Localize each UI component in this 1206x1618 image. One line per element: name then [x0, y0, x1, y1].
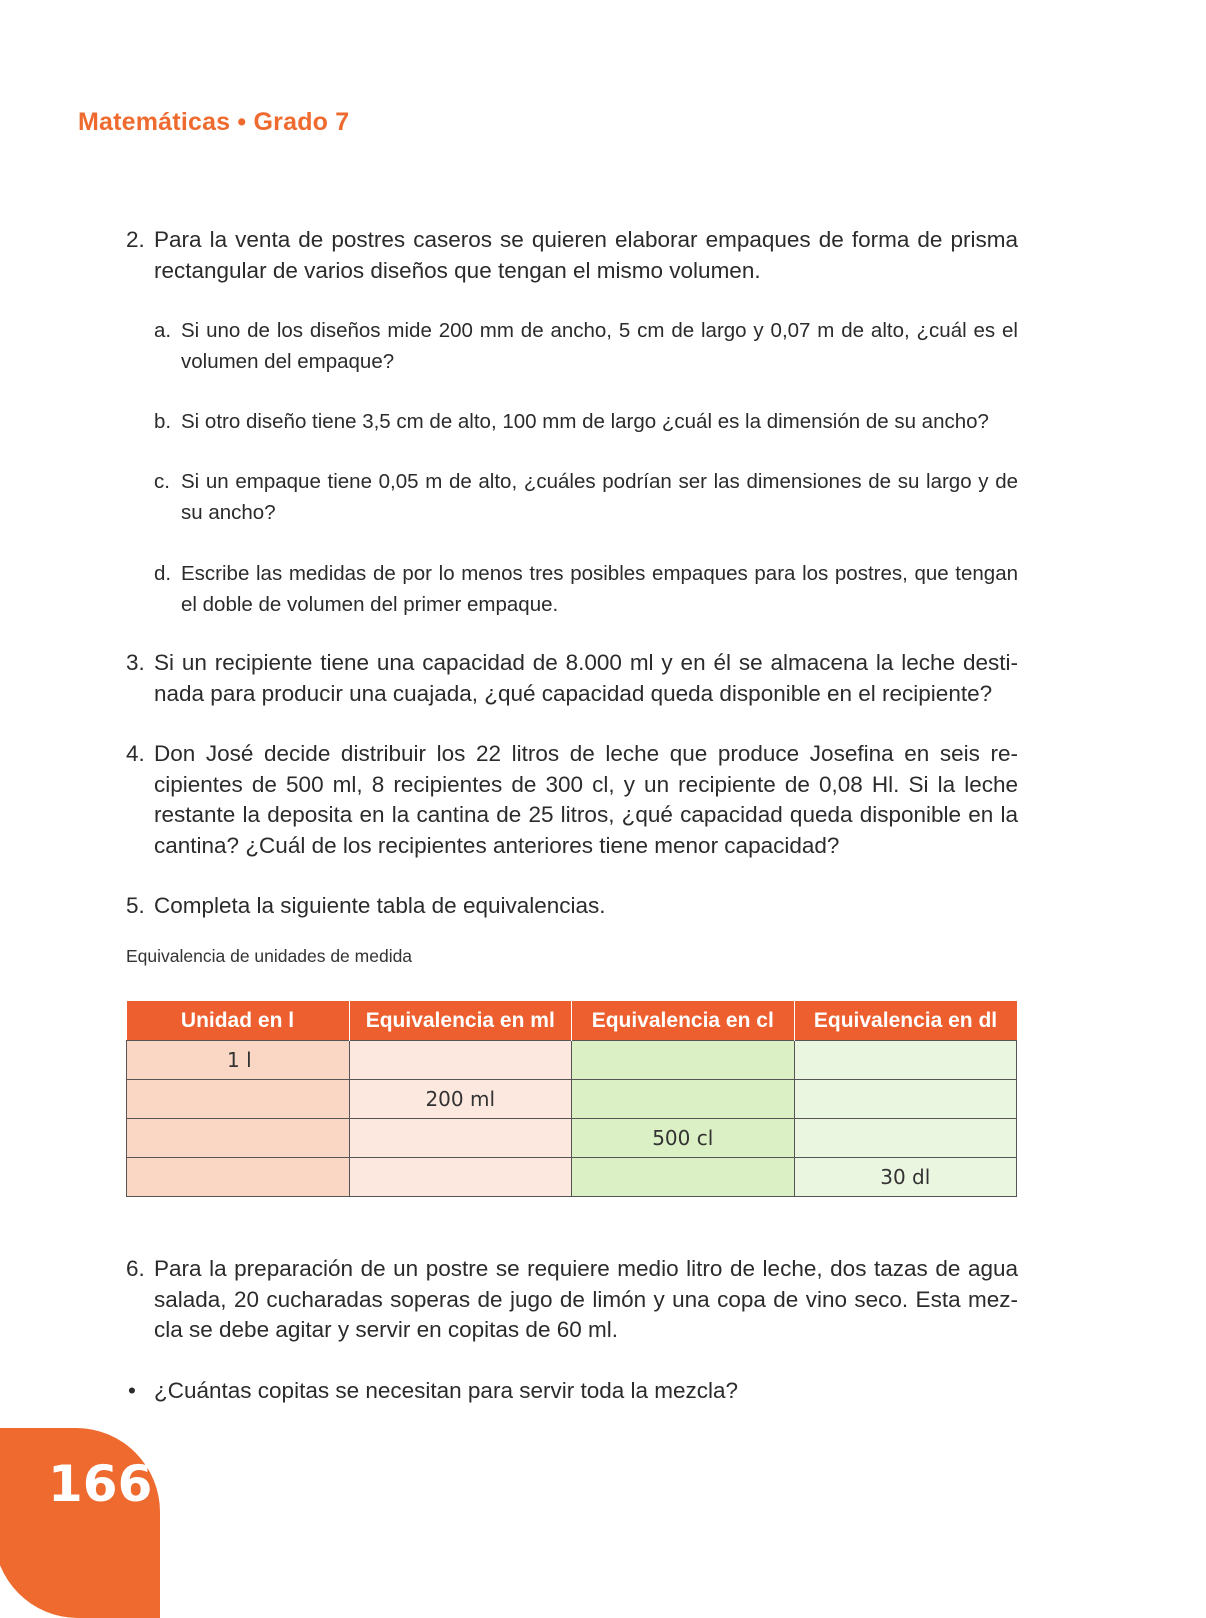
equivalence-table — [126, 1001, 1017, 1197]
problem-3 — [126, 648, 1018, 709]
problem-text: Para la venta de postres caseros se quieren elaborar empaques de forma de prisma rectangular de varios diseños que tengan el mismo volumen. — [154, 227, 1018, 283]
subitem-letter: b. — [154, 410, 172, 433]
bullet-icon: • — [128, 1378, 136, 1403]
table-row — [127, 1158, 1017, 1197]
table-cell — [349, 1119, 572, 1158]
subitem-text: Si otro diseño tiene 3,5 cm de alto, 100 mm de largo ¿cuál es la dimensión de su ancho? — [181, 410, 989, 433]
problem-text: Si un recipiente tiene una capacidad de 8.000 ml y en él se almacena la leche destinada para producir una cuajada, ¿qué capacidad queda disponible en el recipiente? — [154, 650, 1018, 706]
table-cell: 1 l — [127, 1041, 350, 1080]
table-cell — [794, 1080, 1017, 1119]
subitem-text: Escribe las medidas de por lo menos tres posibles empaques para los postres, que tengan el doble de volumen del primer empaque. — [181, 562, 1018, 616]
problem-2a — [154, 316, 1018, 377]
bullet-question — [126, 1376, 1018, 1407]
problem-text: Completa la siguiente tabla de equivalencias. — [154, 893, 606, 918]
table-cell — [794, 1041, 1017, 1080]
problem-5 — [126, 891, 1018, 922]
page-number: 166 — [48, 1455, 153, 1513]
header-dl: Equivalencia en dl — [794, 1001, 1017, 1041]
problem-number: 2. — [126, 227, 145, 252]
table-caption: Equivalencia de unidades de medida — [126, 946, 413, 966]
problem-6 — [126, 1254, 1018, 1346]
table-cell: 30 dl — [794, 1158, 1017, 1197]
problem-text: Para la preparación de un postre se requiere medio litro de leche, dos tazas de agua salada, 20 cucharadas soperas de jugo de limón y una copa de vino seco. Esta mezcla se debe agitar y servir en copitas de 60 ml. — [154, 1256, 1018, 1342]
table-cell — [127, 1158, 350, 1197]
problem-2d — [154, 559, 1018, 620]
page-header: Matemáticas • Grado 7 — [78, 108, 350, 136]
subitem-letter: d. — [154, 562, 172, 585]
subitem-letter: a. — [154, 319, 172, 342]
problem-2 — [126, 225, 1018, 286]
table-cell — [127, 1119, 350, 1158]
problem-number: 4. — [126, 741, 145, 766]
problem-number: 5. — [126, 893, 145, 918]
table-cell — [572, 1041, 795, 1080]
table-row — [127, 1041, 1017, 1080]
problem-2b — [154, 407, 1018, 438]
subitem-letter: c. — [154, 470, 170, 493]
header-liters: Unidad en l — [127, 1001, 350, 1041]
table-cell — [127, 1080, 350, 1119]
subitem-text: Si uno de los diseños mide 200 mm de ancho, 5 cm de largo y 0,07 m de alto, ¿cuál es el volumen del empaque? — [181, 319, 1018, 373]
bullet-text: ¿Cuántas copitas se necesitan para servir toda la mezcla? — [154, 1378, 739, 1403]
problem-number: 6. — [126, 1256, 145, 1281]
problem-2c — [154, 467, 1018, 528]
table-cell — [349, 1041, 572, 1080]
table-header-row — [127, 1001, 1017, 1041]
problem-text: Don José decide distribuir los 22 litros de leche que produce Josefina en seis recipientes de 500 ml, 8 recipientes de 300 cl, y un recipiente de 0,08 Hl. Si la leche restante la deposita en la cantina de 25 litros, ¿qué capacidad queda disponible en la cantina? ¿Cuál de los recipientes anteriores tiene menor capacidad? — [154, 741, 1018, 858]
table-cell: 200 ml — [349, 1080, 572, 1119]
table-cell — [349, 1158, 572, 1197]
table-cell — [572, 1080, 795, 1119]
header-cl: Equivalencia en cl — [572, 1001, 795, 1041]
header-ml: Equivalencia en ml — [349, 1001, 572, 1041]
table-row — [127, 1119, 1017, 1158]
table-cell: 500 cl — [572, 1119, 795, 1158]
table-cell — [794, 1119, 1017, 1158]
problem-number: 3. — [126, 650, 145, 675]
table-row — [127, 1080, 1017, 1119]
problem-4 — [126, 739, 1018, 861]
table-cell — [572, 1158, 795, 1197]
subitem-text: Si un empaque tiene 0,05 m de alto, ¿cuáles podrían ser las dimensiones de su largo y de su ancho? — [181, 470, 1018, 524]
